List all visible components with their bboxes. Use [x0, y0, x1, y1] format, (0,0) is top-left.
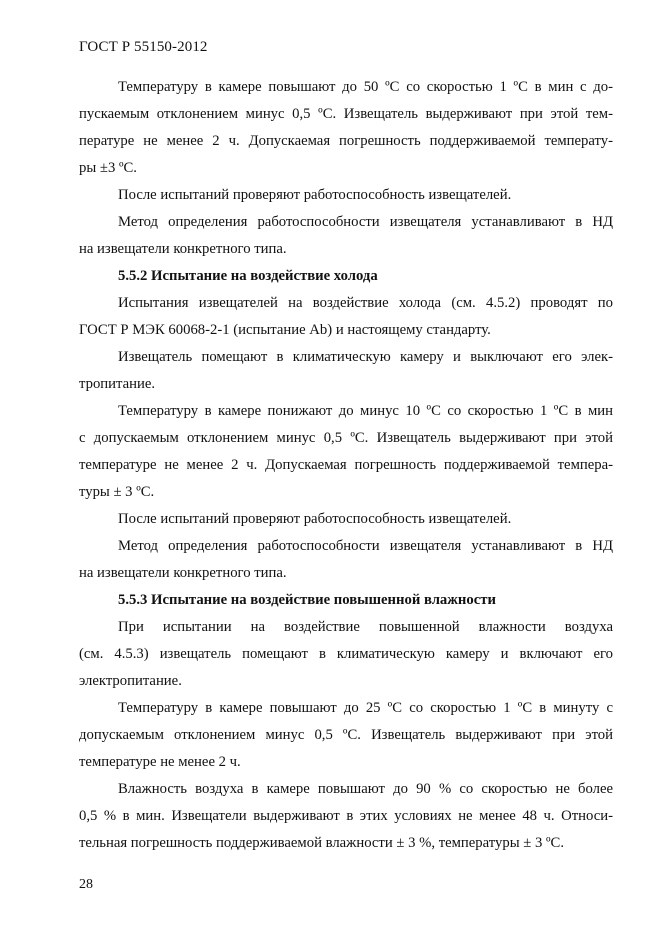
- text-line: Влажность воздуха в камере повышают до 90 % со скоростью не более: [118, 781, 613, 797]
- text-line: допускаемым отклонением минус 0,5 ºС. Извещатель выдерживают при этой: [79, 727, 613, 743]
- text-line: пускаемым отклонением минус 0,5 ºС. Извещатель выдерживают при этой тем-: [79, 106, 613, 122]
- section-heading: 5.5.2 Испытание на воздействие холода: [118, 268, 378, 284]
- text-line: на извещатели конкретного типа.: [79, 565, 287, 581]
- text-line: 0,5 % в мин. Извещатели выдерживают в этих условиях не менее 48 ч. Относи-: [79, 808, 613, 824]
- text-line: Температуру в камере понижают до минус 10 ºС со скоростью 1 ºС в мин: [118, 403, 613, 419]
- text-line: с допускаемым отклонением минус 0,5 ºС. Извещатель выдерживают при этой: [79, 430, 613, 446]
- text-line: Температуру в камере повышают до 50 ºС со скоростью 1 ºС в мин с до-: [118, 79, 613, 95]
- text-line: температуре не менее 2 ч.: [79, 754, 241, 770]
- text-line: Температуру в камере повышают до 25 ºС со скоростью 1 ºС в минуту с: [118, 700, 613, 716]
- text-line: Метод определения работоспособности извещателя устанавливают в НД: [118, 214, 613, 230]
- text-line: После испытаний проверяют работоспособность извещателей.: [118, 187, 512, 203]
- text-line: ГОСТ Р МЭК 60068-2-1 (испытание Ab) и настоящему стандарту.: [79, 322, 491, 338]
- text-line: При испытании на воздействие повышенной влажности воздуха: [118, 619, 613, 635]
- text-line: пературе не менее 2 ч. Допускаемая погрешность поддерживаемой температу-: [79, 133, 613, 149]
- document-body: [79, 74, 613, 857]
- text-line: на извещатели конкретного типа.: [79, 241, 287, 257]
- document-header: ГОСТ Р 55150-2012: [79, 39, 208, 55]
- text-line: тельная погрешность поддерживаемой влажности ± 3 %, температуры ± 3 ºС.: [79, 835, 565, 851]
- text-line: Метод определения работоспособности извещателя устанавливают в НД: [118, 538, 613, 554]
- text-line: Испытания извещателей на воздействие холода (см. 4.5.2) проводят по: [118, 295, 613, 311]
- text-line: ры ±3 ºС.: [79, 160, 137, 176]
- text-line: тропитание.: [79, 376, 156, 392]
- text-line: температуре не менее 2 ч. Допускаемая погрешность поддерживаемой темпера-: [79, 457, 613, 473]
- text-line: туры ± 3 ºС.: [79, 484, 155, 500]
- page-number: 28: [79, 877, 93, 892]
- text-line: Извещатель помещают в климатическую камеру и выключают его элек-: [118, 349, 613, 365]
- text-line: электропитание.: [79, 673, 182, 689]
- text-line: После испытаний проверяют работоспособность извещателей.: [118, 511, 512, 527]
- section-heading: 5.5.3 Испытание на воздействие повышенной влажности: [118, 592, 496, 608]
- text-line: (см. 4.5.3) извещатель помещают в климатическую камеру и включают его: [79, 646, 613, 662]
